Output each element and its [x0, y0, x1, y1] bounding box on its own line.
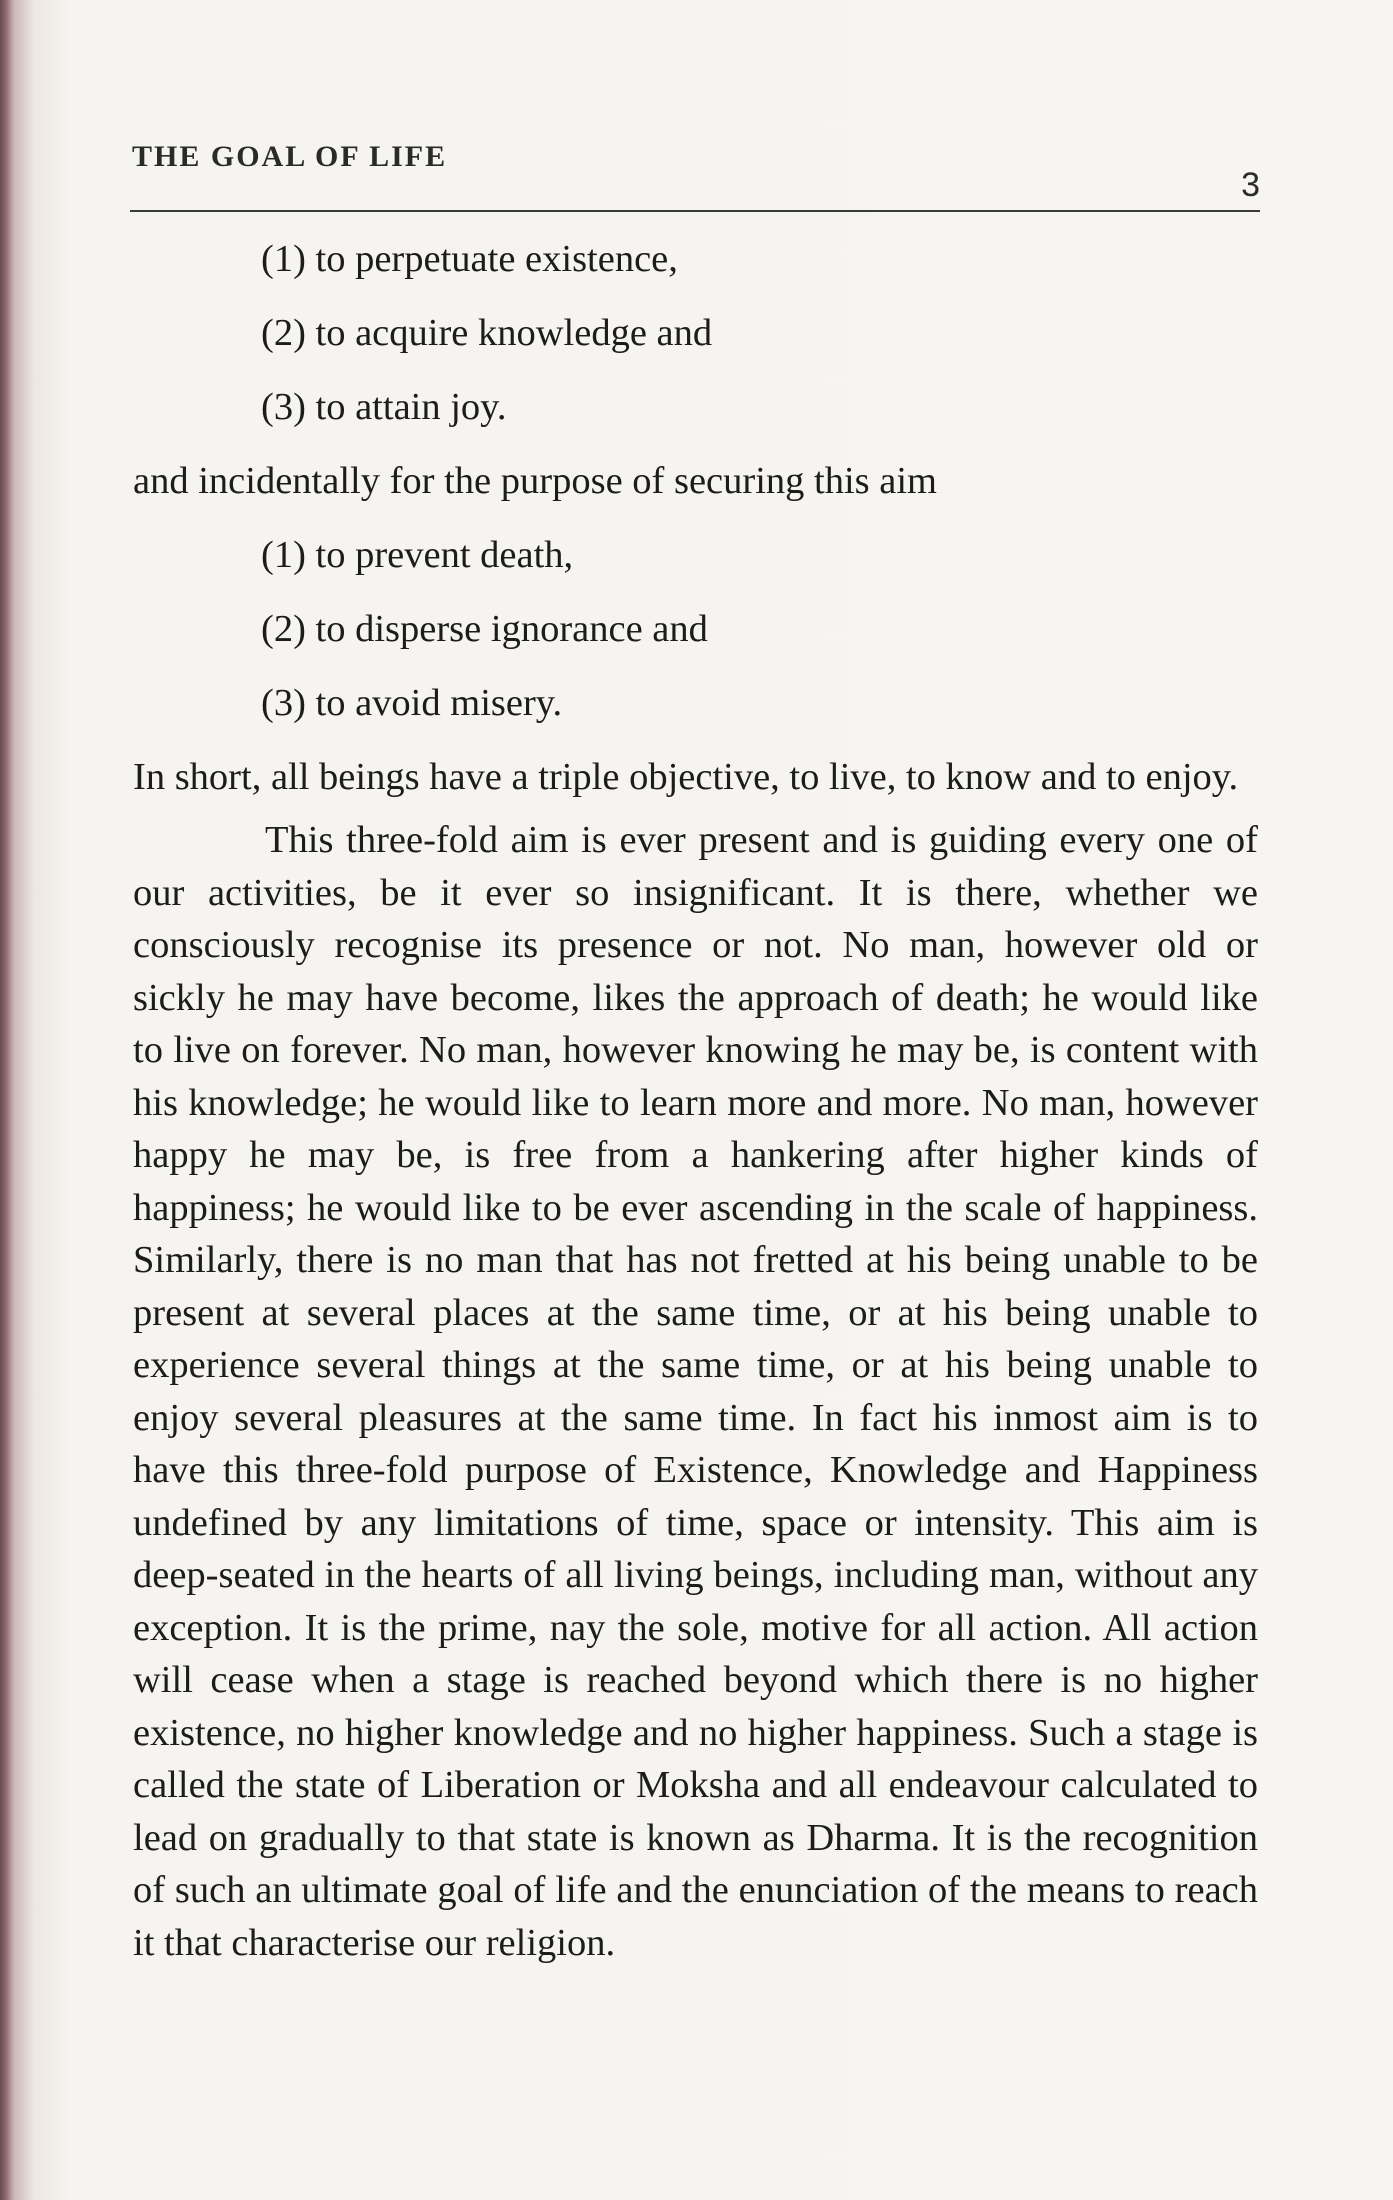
list-item: (1) to prevent death,: [261, 534, 574, 576]
list-item: (2) to disperse ignorance and: [261, 608, 708, 650]
page-number: 3: [1241, 166, 1260, 204]
page-body: [133, 222, 1258, 1969]
list-item: (1) to perpetuate existence,: [261, 238, 678, 280]
list-item: (2) to acquire knowledge and: [261, 312, 713, 354]
running-head: THE GOAL OF LIFE: [132, 140, 448, 173]
list-item: (3) to attain joy.: [261, 386, 507, 428]
body-paragraph: This three-fold aim is ever present and is guiding every one of our activities, be it ever so insignificant. It is there, whether we consciously recognise its presence or not. No man, however old or sickly he may have become, likes the approach of death; he would like to live on forever. No man, however knowing he may be, is content with his knowledge; he would like to learn more and more. No man, however happy he may be, is free from a hankering after higher kinds of happiness; he would like to be ever ascending in the scale of happiness. Similarly, there is no man that has not fretted at his being unable to be present at several places at the same time, or at his being unable to experience several things at the same time, or at his being unable to enjoy several pleasures at the same time. In fact his inmost aim is to have this three-fold purpose of Existence, Knowledge and Happiness undefined by any limitations of time, space or intensity. This aim is deep-seated in the hearts of all living beings, including man, without any exception. It is the prime, nay the sole, motive for all action. All action will cease when a stage is reached beyond which there is no higher existence, no higher knowledge and no higher happiness. Such a stage is called the state of Liberation or Moksha and all endeavour calculated to lead on gradually to that state is known as Dharma. It is the recognition of such an ultimate goal of life and the enunciation of the means to reach it that characterise our religion.: [133, 819, 1258, 1964]
header-rule: [130, 210, 1260, 212]
list-item: (3) to avoid misery.: [261, 682, 563, 724]
summary-line: In short, all beings have a triple objective, to live, to know and to enjoy.: [133, 756, 1239, 798]
page-header: [130, 140, 1260, 220]
intro-line: and incidentally for the purpose of securing this aim: [133, 460, 938, 502]
